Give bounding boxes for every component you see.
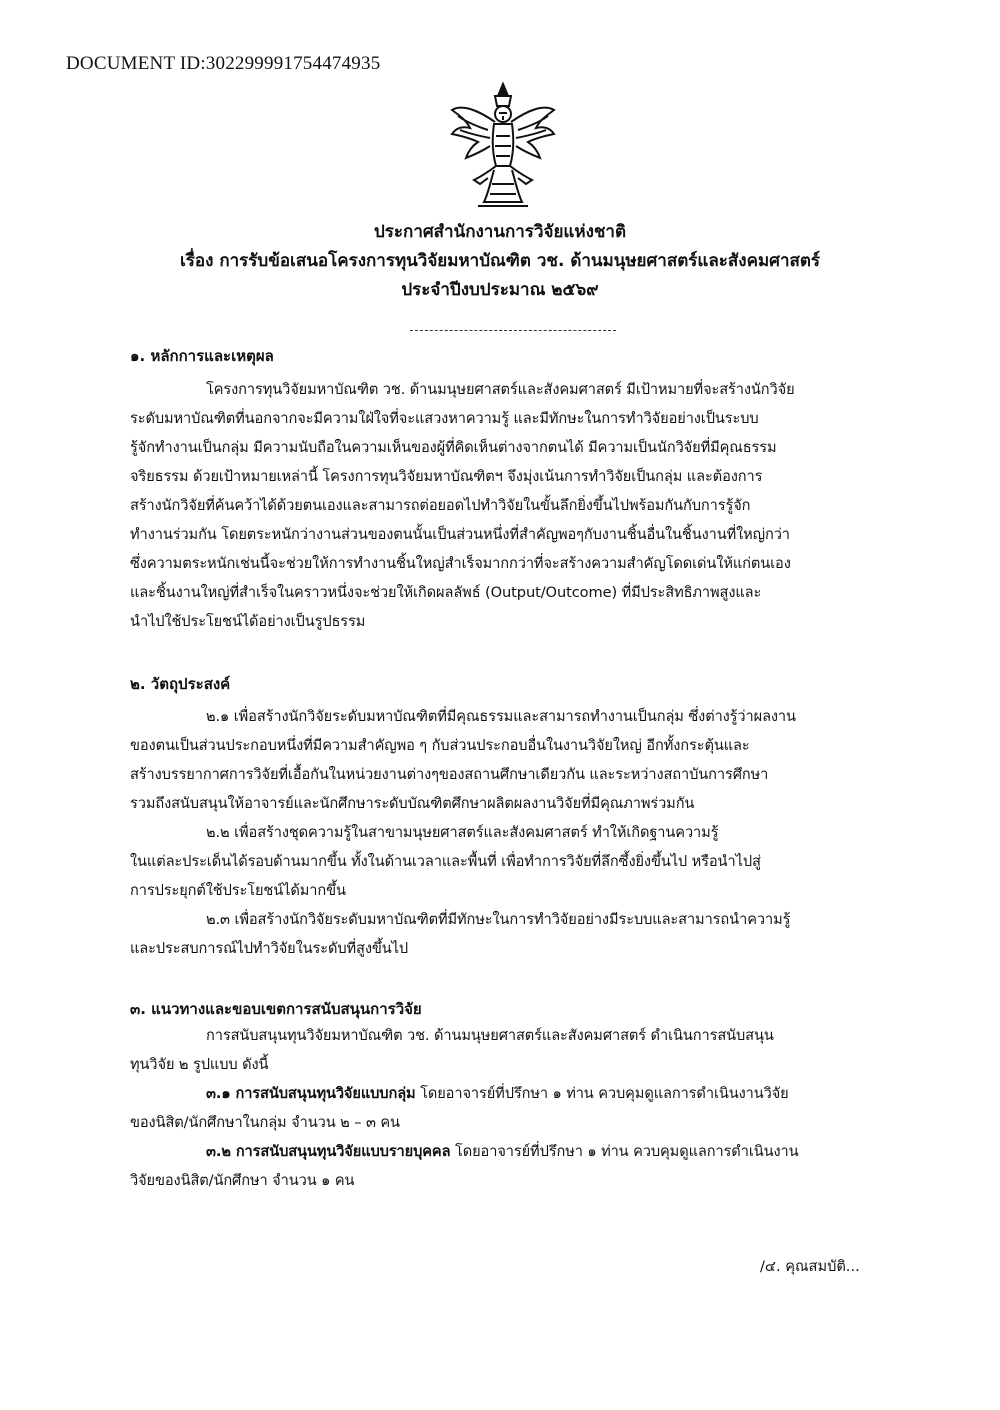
support-group-label: ๓.๑ การสนับสนุนทุนวิจัยแบบกลุ่ม bbox=[206, 1085, 416, 1102]
support-individual-text: โดยอาจารย์ที่ปรึกษา ๑ ท่าน ควบคุมดูแลการดำเนินงาน bbox=[450, 1143, 799, 1160]
objective-2-3-line: และประสบการณ์ไปทำวิจัยในระดับที่สูงขึ้นไป bbox=[130, 940, 409, 957]
objective-2-1-line: ของตนเป็นส่วนประกอบหนึ่งที่มีความสำคัญพอ ๆ กับส่วนประกอบอื่นในงานวิจัยใหญ่ อีกทั้งกระตุ้นและ bbox=[130, 737, 750, 754]
support-group-text: โดยอาจารย์ที่ปรึกษา ๑ ท่าน ควบคุมดูแลการดำเนินงานวิจัย bbox=[415, 1085, 789, 1102]
section-1-line: โครงการทุนวิจัยมหาบัณฑิต วช. ด้านมนุษยศาสตร์และสังคมศาสตร์ มีเป้าหมายที่จะสร้างนักวิจัย bbox=[206, 381, 795, 398]
objective-2-1-line: รวมถึงสนับสนุนให้อาจารย์และนักศึกษาระดับบัณฑิตศึกษาผลิตผลงานวิจัยที่มีคุณภาพร่วมกัน bbox=[130, 795, 695, 812]
section-1-line: จริยธรรม ด้วยเป้าหมายเหล่านี้ โครงการทุนวิจัยมหาบัณฑิตฯ จึงมุ่งเน้นการทำวิจัยเป็นกลุ่ม และต้องการ bbox=[130, 468, 763, 485]
section-1-line: และชิ้นงานใหญ่ที่สำเร็จในคราวหนึ่งจะช่วยให้เกิดผลลัพธ์ (Output/Outcome) ที่มีประสิทธิภาพสูงและ bbox=[130, 584, 762, 601]
announcement-title bbox=[100, 218, 900, 305]
section-2-heading: ๒. วัตถุประสงค์ bbox=[130, 675, 231, 693]
support-group-item bbox=[206, 1082, 789, 1105]
support-individual-item bbox=[206, 1140, 799, 1163]
garuda-emblem-icon bbox=[448, 80, 558, 210]
objective-2-1-line: ๒.๑ เพื่อสร้างนักวิจัยระดับมหาบัณฑิตที่มีคุณธรรมและสามารถทำงานเป็นกลุ่ม ซึ่งต่างรู้ว่าผลงาน bbox=[206, 708, 796, 725]
title-line-3: ประจำปีงบประมาณ ๒๕๖๙ bbox=[401, 280, 599, 300]
document-id: DOCUMENT ID:302299991754474935 bbox=[66, 53, 381, 74]
objective-2-1-line: สร้างบรรยากาศการวิจัยที่เอื้อกันในหน่วยงานต่างๆของสถานศึกษาเดียวกัน และระหว่างสถาบันการศึกษา bbox=[130, 766, 769, 783]
objective-2-2-line: การประยุกต์ใช้ประโยชน์ได้มากขึ้น bbox=[130, 882, 346, 899]
title-divider bbox=[410, 330, 616, 331]
objective-2-3-line: ๒.๓ เพื่อสร้างนักวิจัยระดับมหาบัณฑิตที่มีทักษะในการทำวิจัยอย่างมีระบบและสามารถนำความรู้ bbox=[206, 911, 791, 928]
title-line-1: ประกาศสำนักงานการวิจัยแห่งชาติ bbox=[373, 222, 626, 242]
objective-2-2-line: ๒.๒ เพื่อสร้างชุดความรู้ในสาขามนุษยศาสตร์และสังคมศาสตร์ ทำให้เกิดฐานความรู้ bbox=[206, 824, 719, 841]
section-3-intro-line: ทุนวิจัย ๒ รูปแบบ ดังนี้ bbox=[130, 1056, 269, 1073]
support-individual-label: ๓.๒ การสนับสนุนทุนวิจัยแบบรายบุคคล bbox=[206, 1143, 451, 1160]
section-1-line: สร้างนักวิจัยที่ค้นคว้าได้ด้วยตนเองและสามารถต่อยอดไปทำวิจัยในขั้นลึกยิ่งขึ้นไปพร้อมกันกับการรู้จัก bbox=[130, 497, 751, 514]
support-group-line: ของนิสิต/นักศึกษาในกลุ่ม จำนวน ๒ – ๓ คน bbox=[130, 1114, 400, 1131]
section-1-line: ระดับมหาบัณฑิตที่นอกจากจะมีความใฝ่ใจที่จะแสวงหาความรู้ และมีทักษะในการทำวิจัยอย่างเป็นระบบ bbox=[130, 410, 759, 427]
section-3-intro-line: การสนับสนุนทุนวิจัยมหาบัณฑิต วช. ด้านมนุษยศาสตร์และสังคมศาสตร์ ดำเนินการสนับสนุน bbox=[206, 1027, 774, 1044]
page-continuation: /๔. คุณสมบัติ... bbox=[760, 1258, 860, 1275]
section-1-line: รู้จักทำงานเป็นกลุ่ม มีความนับถือในความเห็นของผู้ที่คิดเห็นต่างจากตนได้ มีความเป็นนักวิจัยที่มีคุณธรรม bbox=[130, 439, 777, 456]
section-1-line: ทำงานร่วมกัน โดยตระหนักว่างานส่วนของตนนั้นเป็นส่วนหนึ่งที่สำคัญพอๆกับงานชิ้นอื่นในชิ้นงานที่ใหญ่กว่า bbox=[130, 526, 790, 543]
section-3-heading: ๓. แนวทางและขอบเขตการสนับสนุนการวิจัย bbox=[130, 1000, 422, 1018]
title-line-2: เรื่อง การรับข้อเสนอโครงการทุนวิจัยมหาบัณฑิต วช. ด้านมนุษยศาสตร์และสังคมศาสตร์ bbox=[179, 251, 821, 271]
section-1-line: ซึ่งความตระหนักเช่นนี้จะช่วยให้การทำงานชิ้นใหญ่สำเร็จมากกว่าที่จะสร้างความสำคัญโดดเด่นให้แก่ตนเอง bbox=[130, 555, 791, 572]
section-1-heading: ๑. หลักการและเหตุผล bbox=[130, 347, 274, 365]
section-1-line: นำไปใช้ประโยชน์ได้อย่างเป็นรูปธรรม bbox=[130, 613, 366, 630]
support-individual-line: วิจัยของนิสิต/นักศึกษา จำนวน ๑ คน bbox=[130, 1172, 355, 1189]
objective-2-2-line: ในแต่ละประเด็นได้รอบด้านมากขึ้น ทั้งในด้านเวลาและพื้นที่ เพื่อทำการวิจัยที่ลึกซึ้งยิ่งขึ้นไป หรือนำไปสู่ bbox=[130, 853, 761, 870]
